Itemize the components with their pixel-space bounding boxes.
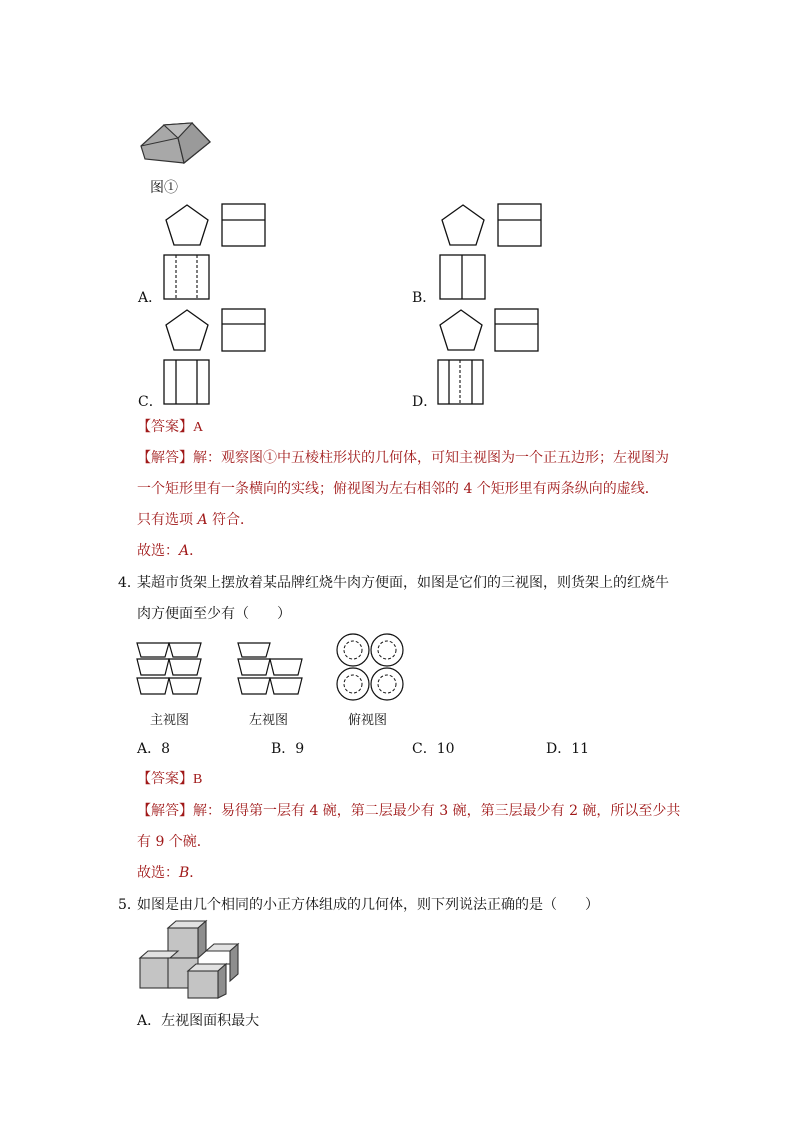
q5-option-a[interactable]: A．左视图面积最大 [137, 1013, 260, 1029]
option-c-label[interactable]: C． [138, 394, 163, 410]
answer-tag: 【答案】 [137, 419, 193, 435]
figure1-caption: 图① [150, 180, 178, 196]
option-d-three-views [438, 308, 558, 408]
left-view-label: 左视图 [249, 713, 289, 728]
q3-analysis-line2: 一个矩形里有一条横向的实线；俯视图为左右相邻的 4 个矩形里有两条纵向的虚线． [137, 481, 659, 497]
cube-stack-figure [138, 920, 242, 1000]
q3-analysis-line1 [137, 447, 669, 467]
option-b-label[interactable]: B． [412, 290, 437, 306]
pentagonal-prism-figure [138, 110, 218, 170]
option-variable: A [197, 512, 208, 528]
option-c-three-views [164, 308, 284, 408]
q3-conclusion: 故选：A． [137, 543, 204, 559]
front-view-label: 主视图 [150, 713, 190, 728]
analysis-tag: 【解答】 [137, 450, 193, 466]
q4-option-a[interactable]: A．8 [137, 741, 171, 757]
analysis-text: 观察图①中五棱柱形状的几何体，可知主视图为一个正五边形；左视图为 [221, 450, 669, 466]
q5-stem: 如图是由几个相同的小正方体组成的几何体，则下列说法正确的是（ ） [137, 897, 599, 913]
front-view-figure [136, 641, 206, 697]
top-view-figure [335, 632, 407, 704]
q4-option-b[interactable]: B．9 [271, 741, 305, 757]
q4-answer: 【答案】B [137, 771, 203, 787]
q4-option-d[interactable]: D．11 [546, 741, 590, 757]
q4-analysis-line1: 【解答】解：易得第一层有 4 碗，第二层最少有 3 碗，第三层最少有 2 碗，所以至少共 [137, 803, 681, 819]
option-d-label[interactable]: D． [412, 394, 438, 410]
top-view-label: 俯视图 [348, 713, 388, 728]
q4-analysis-line2: 有 9 个碗． [137, 834, 211, 850]
q4-conclusion: 故选：B． [137, 865, 204, 881]
option-a-label[interactable]: A． [138, 290, 163, 306]
q3-analysis-line3: 只有选项 A 符合． [137, 512, 255, 528]
q4-number: 4． [118, 575, 141, 591]
q3-answer [137, 416, 203, 436]
q4-option-c[interactable]: C．10 [412, 741, 455, 757]
analysis-prefix: 解： [193, 450, 221, 466]
option-a-three-views [164, 203, 284, 303]
q5-number: 5． [118, 897, 141, 913]
option-b-three-views [440, 203, 560, 303]
q4-stem-line1: 某超市货架上摆放着某品牌红烧牛肉方便面，如图是它们的三视图，则货架上的红烧牛 [137, 575, 669, 591]
left-view-figure [237, 641, 307, 697]
answer-value: A [193, 420, 204, 435]
q4-stem-line2: 肉方便面至少有（ ） [137, 606, 291, 622]
